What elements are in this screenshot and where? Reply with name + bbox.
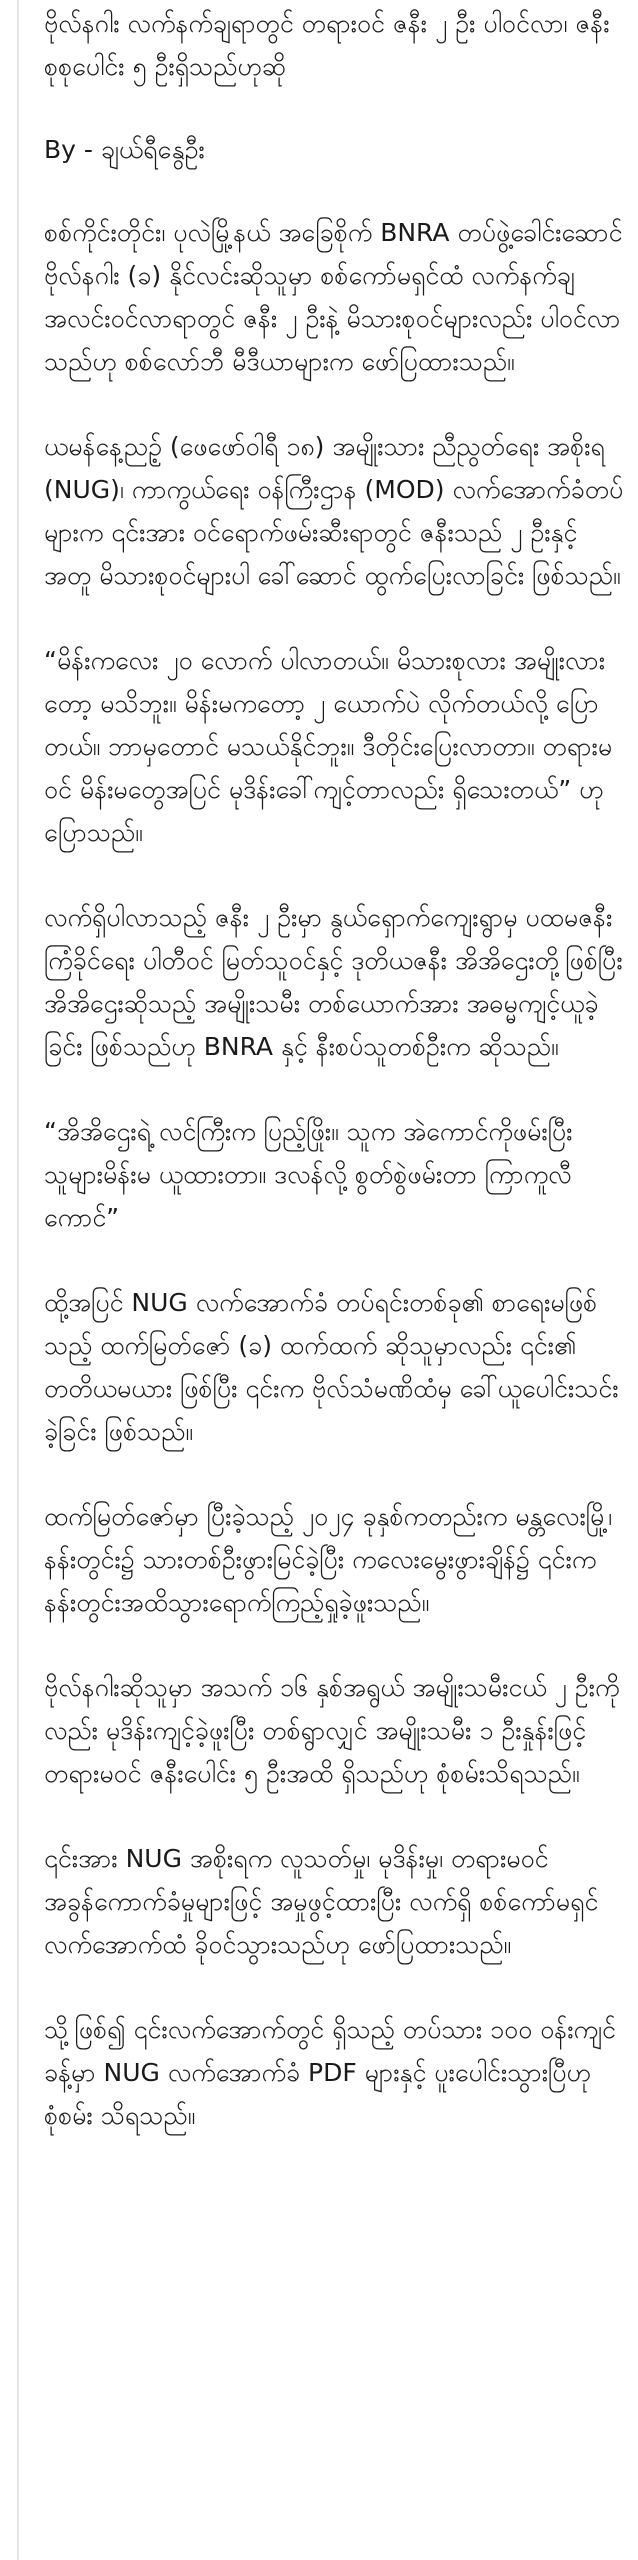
article-paragraph: လက်ရှိပါလာသည့် ဇနီး ၂ ဦးမှာ နွယ်ရှောက်ကျေးရွာမှ ပထမဇနီး ကြံခိုင်ရေး ပါတီဝင် မြတ်သူဝင်နှင့် ဒုတိယဇနီး အိအိဌေးတို့ဖြစ်ပြီး အိအိဌေးဆိုသည့် အမျိုးသမီး တစ်ယောက်အား အဓမ္မကျင့်ယူခဲ့ခြင်း ဖြစ်သည်ဟု BNRA နှင့် နီးစပ်သူတစ်ဦးက ဆိုသည်။ [44, 903, 623, 1061]
article-paragraph: ယမန်နေ့ညဥ့် (ဖေဖော်ဝါရီ ၁၈) အမျိုးသား ညီညွတ်ရေး အစိုးရ (NUG)၊ ကာကွယ်ရေး ဝန်ကြီးဌာန (MOD) လက်အောက်ခံတပ်များက ၎င်းအား ဝင်ရောက်ဖမ်းဆီးရာတွင် ဇနီးသည် ၂ ဦးနှင့်အတူ မိသားစုဝင်များပါ ခေါ်ဆောင် ထွက်ပြေးလာခြင်း ဖြစ်သည်။ [44, 432, 624, 590]
article-headline: ဗိုလ်နဂါး လက်နက်ချရာတွင် တရားဝင် ဇနီး ၂ ဦး ပါဝင်လာ၊ ဇနီးစုစုပေါင်း ၅ ဦးရှိသည်ဟုဆို [44, 9, 610, 81]
article-paragraph: ၎င်းအား NUG အစိုးရက လူသတ်မှု၊ မုဒိန်းမှု၊ တရားမဝင် အခွန်ကောက်ခံမှုများဖြင့် အမှုဖွင့်ထားပြီး လက်ရှိ စစ်ကော်မရှင် လက်အောက်ထံ ခိုဝင်သွားသည်ဟု ဖော်ပြထားသည်။ [44, 1844, 599, 1959]
article-body [44, 2, 624, 2179]
left-border [17, 0, 19, 2560]
article-paragraph: “အိအိဌေးရဲ့ လင်ကြီးက ပြည့်ဖြိုး။ သူက အဲကောင်ကိုဖမ်းပြီး သူများမိန်းမ ယူထားတာ။ ဒလန်လို့ စွတ်စွဲဖမ်းတာ ကြာကူလီကောင်” [44, 1117, 573, 1232]
article-paragraph: စစ်ကိုင်းတိုင်း၊ ပုလဲမြို့နယ် အခြေစိုက် BNRA တပ်ဖွဲ့ခေါင်းဆောင် ဗိုလ်နဂါး (ခ) နိုင်လင်းဆိုသူမှာ စစ်ကော်မရှင်ထံ လက်နက်ချ အလင်းဝင်လာရာတွင် ဇနီး ၂ ဦးနဲ့ မိသားစုဝင်များလည်း ပါဝင်လာသည်ဟု စစ်လော်ဘီ မီဒီယာများက ဖော်ပြထားသည်။ [44, 218, 623, 376]
article-paragraph: “မိန်းကလေး ၂၀ လောက် ပါလာတယ်။ မိသားစုလား အမျိုးလားတော့ မသိဘူး။ မိန်းမကတော့ ၂ ယောက်ပဲ လိုက်တယ်လို့ ပြောတယ်။ ဘာမှတောင် မသယ်နိုင်ဘူး။ ဒီတိုင်းပြေးလာတာ။ တရားမဝင် မိန်းမတွေအပြင် မုဒိန်းခေါ်ကျင့်တာလည်း ရှိသေးတယ်” ဟု ပြောသည်။ [44, 646, 613, 847]
article-paragraph: သို့ဖြစ်၍ ၎င်းလက်အောက်တွင် ရှိသည့် တပ်သား ၁၀၀ ဝန်းကျင်ခန့်မှာ NUG လက်အောက်ခံ PDF များနှင့် ပူးပေါင်းသွားပြီဟု စုံစမ်း သိရသည်။ [44, 2015, 616, 2130]
article-byline: By - ချယ်ရီနွေဦး [44, 135, 205, 164]
article-paragraph: ဗိုလ်နဂါးဆိုသူမှာ အသက် ၁၆ နှစ်အရွယ် အမျိုးသမီးငယ် ၂ ဦးကိုလည်း မုဒိန်းကျင့်ခဲ့ဖူးပြီး တစ်ရွာလျှင် အမျိုးသမီး ၁ ဦးနှုန်းဖြင့် တရားမဝင် ဇနီးပေါင်း ၅ ဦးအထိ ရှိသည်ဟု စုံစမ်းသိရသည်။ [44, 1673, 620, 1788]
article-paragraph: ထို့အပြင် NUG လက်အောက်ခံ တပ်ရင်းတစ်ခု၏ စာရေးမဖြစ်သည့် ထက်မြတ်ဇော် (ခ) ထက်ထက် ဆိုသူမှာလည်း ၎င်း၏ တတိယမယား ဖြစ်ပြီး ၎င်းက ဗိုလ်သံမဏိထံမှ ခေါ်ယူပေါင်းသင်းခဲ့ခြင်း ဖြစ်သည်။ [44, 1288, 619, 1446]
article-paragraph: ထက်မြတ်ဇော်မှာ ပြီးခဲ့သည့် ၂၀၂၄ ခုနှစ်ကတည်းက မန္တလေးမြို့၊ နန်းတွင်း၌ သားတစ်ဦးဖွားမြင်ခဲ့ပြီး ကလေးမွေးဖွားချိန်၌ ၎င်းက နန်းတွင်းအထိသွားရောက်ကြည့်ရှုခဲ့ဖူးသည်။ [44, 1502, 613, 1617]
